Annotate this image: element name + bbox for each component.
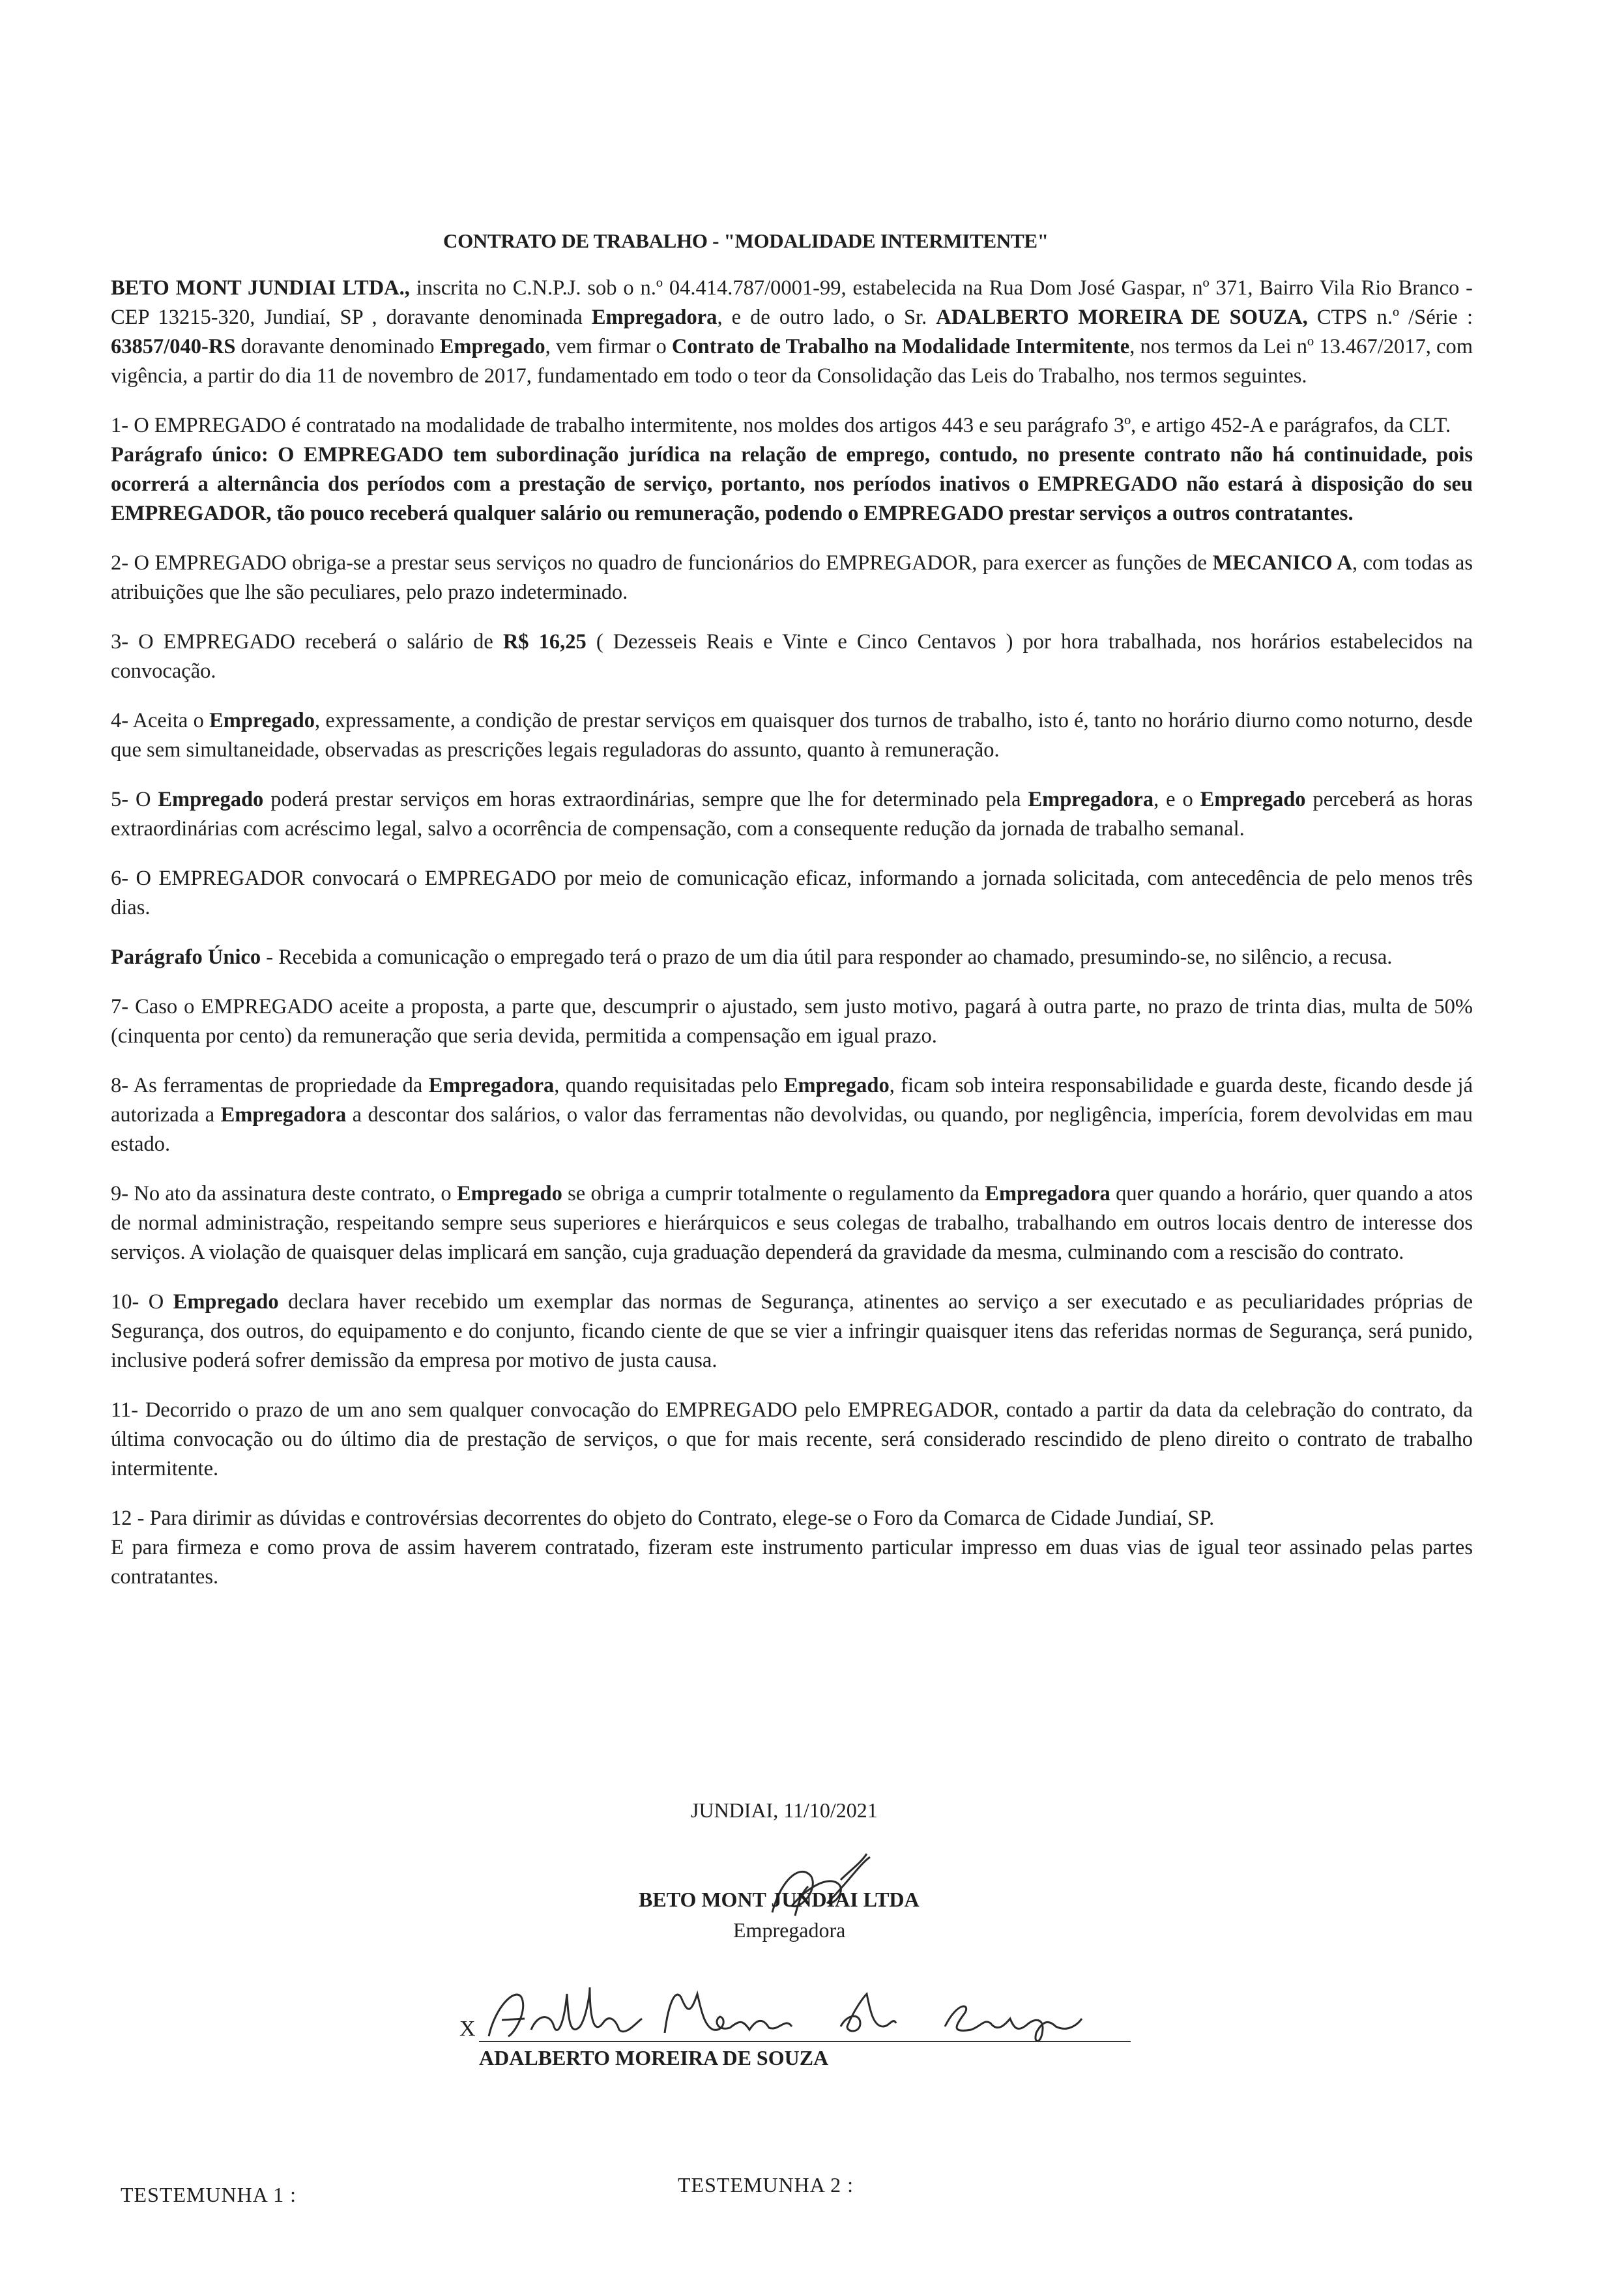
employee-signature-scribble — [489, 1987, 1082, 2041]
clause-5: 5- O Empregado poderá prestar serviços em horas extraordinárias, sempre que lhe for determinado pela Empregadora, e o Empregado perceberá as horas extraordinárias com acréscimo legal, salvo a ocorrência de compensação, com a consequente redução da jornada de trabalho semanal. — [111, 788, 1473, 841]
clause-7: 7- Caso o EMPREGADO aceite a proposta, a parte que, descumprir o ajustado, sem justo motivo, pagará à outra parte, no prazo de trinta dias, multa de 50% (cinquenta por cento) da remuneração que seria devida, permitida a compensação em igual prazo. — [111, 995, 1473, 1048]
employer-role: Empregadora — [733, 1918, 846, 1942]
closing-paragraph: E para firmeza e como prova de assim haverem contratado, fizeram este instrumento particular impresso em duas vias de igual teor assinado pelas partes contratantes. — [111, 1536, 1473, 1589]
clause-9: 9- No ato da assinatura deste contrato, o Empregado se obriga a cumprir totalmente o regulamento da Empregadora quer quando a horário, quer quando a atos de normal administração, respeitando sempre seus superiores e hierárquicos e seus colegas de trabalho, trabalhando em outros locais dentro de interesse dos serviços. A violação de quaisquer delas implicará em sanção, cuja graduação dependerá da gravidade da mesma, culminando com a rescisão do contrato. — [111, 1182, 1473, 1264]
clause-3: 3- O EMPREGADO receberá o salário de R$ 16,25 ( Dezesseis Reais e Vinte e Cinco Centavos ) por hora trabalhada, nos horários estabelecidos na convocação. — [111, 630, 1473, 683]
witness-1-label: TESTEMUNHA 1 : — [121, 2183, 297, 2206]
clause-10: 10- O Empregado declara haver recebido um exemplar das normas de Segurança, atinentes ao serviço a ser executado e as peculiaridades próprias de Segurança, dos outros, do equipamento e do conjunto, ficando ciente de que se vier a infringir quaisquer itens das referidas normas de Segurança, será punido, inclusive poderá sofrer demissão da empresa por motivo de justa causa. — [111, 1290, 1473, 1372]
clause-4: 4- Aceita o Empregado, expressamente, a condição de prestar serviços em quaisquer dos turnos de trabalho, isto é, tanto no horário diurno como noturno, desde que sem simultaneidade, observadas as prescrições legais reguladoras do assunto, quanto à remuneração. — [111, 709, 1473, 762]
clause-1-paragraph: Parágrafo único: O EMPREGADO tem subordinação jurídica na relação de emprego, contudo, no presente contrato não há continuidade, pois ocorrerá a alternância dos períodos com a prestação de serviço, portanto, nos períodos inativos o EMPREGADO não estará à disposição do seu EMPREGADOR, tão pouco receberá qualquer salário ou remuneração, podendo o EMPREGADO prestar serviços a outros contratantes. — [111, 443, 1473, 525]
intro-paragraph: BETO MONT JUNDIAI LTDA., inscrita no C.N.P.J. sob o n.º 04.414.787/0001-99, estabelecida na Rua Dom José Gaspar, nº 371, Bairro Vila Rio Branco - CEP 13215-320, Jundiaí, SP , doravante denominada Empregadora, e de outro lado, o Sr. ADALBERTO MOREIRA DE SOUZA, CTPS n.º /Série : 63857/040-RS doravante denominado Empregado, vem firmar o Contrato de Trabalho na Modalidade Intermitente, nos termos da Lei nº 13.467/2017, com vigência, a partir do dia 11 de novembro de 2017, fundamentado em todo o teor da Consolidação das Leis do Trabalho, nos termos seguintes. — [111, 276, 1473, 388]
clause-11: 11- Decorrido o prazo de um ano sem qualquer convocação do EMPREGADO pelo EMPREGADOR, contado a partir da data da celebração do contrato, da última convocação ou do último dia de prestação de serviços, o que for mais recente, será considerado rescindido de pleno direito o contrato de trabalho intermitente. — [111, 1398, 1473, 1480]
clause-6-paragraph: Parágrafo Único - Recebida a comunicação o empregado terá o prazo de um dia útil para responder ao chamado, presumindo-se, no silêncio, a recusa. — [111, 945, 1393, 969]
clause-1: 1- O EMPREGADO é contratado na modalidade de trabalho intermitente, nos moldes dos artigos 443 e seu parágrafo 3º, e artigo 452-A e parágrafos, da CLT. — [111, 414, 1451, 437]
employer-name: BETO MONT JUNDIAI LTDA — [639, 1888, 920, 1911]
signature-x-mark: X — [459, 2017, 476, 2041]
clause-12: 12 - Para dirimir as dúvidas e controvérsias decorrentes do objeto do Contrato, elege-se o Foro da Comarca de Cidade Jundiaí, SP. — [111, 1507, 1215, 1530]
document-title: CONTRATO DE TRABALHO - "MODALIDADE INTERMITENTE" — [443, 229, 1049, 252]
worker-name: ADALBERTO MOREIRA DE SOUZA — [479, 2046, 829, 2069]
salary-amount: R$ 16,25 — [502, 630, 587, 654]
clause-8: 8- As ferramentas de propriedade da Empregadora, quando requisitadas pelo Empregado, ficam sob inteira responsabilidade e guarda deste, ficando desde já autorizada a Empregadora a descontar dos salários, o valor das ferramentas não devolvidas, ou quando, por negligência, imperícia, forem devolvidas em mau estado. — [111, 1074, 1473, 1156]
contract-name: Contrato de Trabalho na Modalidade Intermitente — [671, 335, 1130, 358]
clause-6: 6- O EMPREGADOR convocará o EMPREGADO por meio de comunicação eficaz, informando a jornada solicitada, com antecedência de pelo menos três dias. — [111, 867, 1473, 919]
employee-name: ADALBERTO MOREIRA DE SOUZA, — [936, 306, 1308, 329]
ctps-number: 63857/040-RS — [111, 335, 236, 358]
clause-2: 2- O EMPREGADO obriga-se a prestar seus serviços no quadro de funcionários do EMPREGADOR, para exercer as funções de MECANICO A, com todas as atribuições que lhe são peculiares, pelo prazo indeterminado. — [111, 551, 1473, 604]
signature-line — [479, 2041, 1131, 2042]
signing-date: JUNDIAI, 11/10/2021 — [691, 1798, 878, 1822]
witness-2-label: TESTEMUNHA 2 : — [678, 2173, 854, 2197]
job-role: MECANICO A — [1212, 551, 1352, 575]
company-name: BETO MONT JUNDIAI LTDA., — [111, 276, 410, 300]
